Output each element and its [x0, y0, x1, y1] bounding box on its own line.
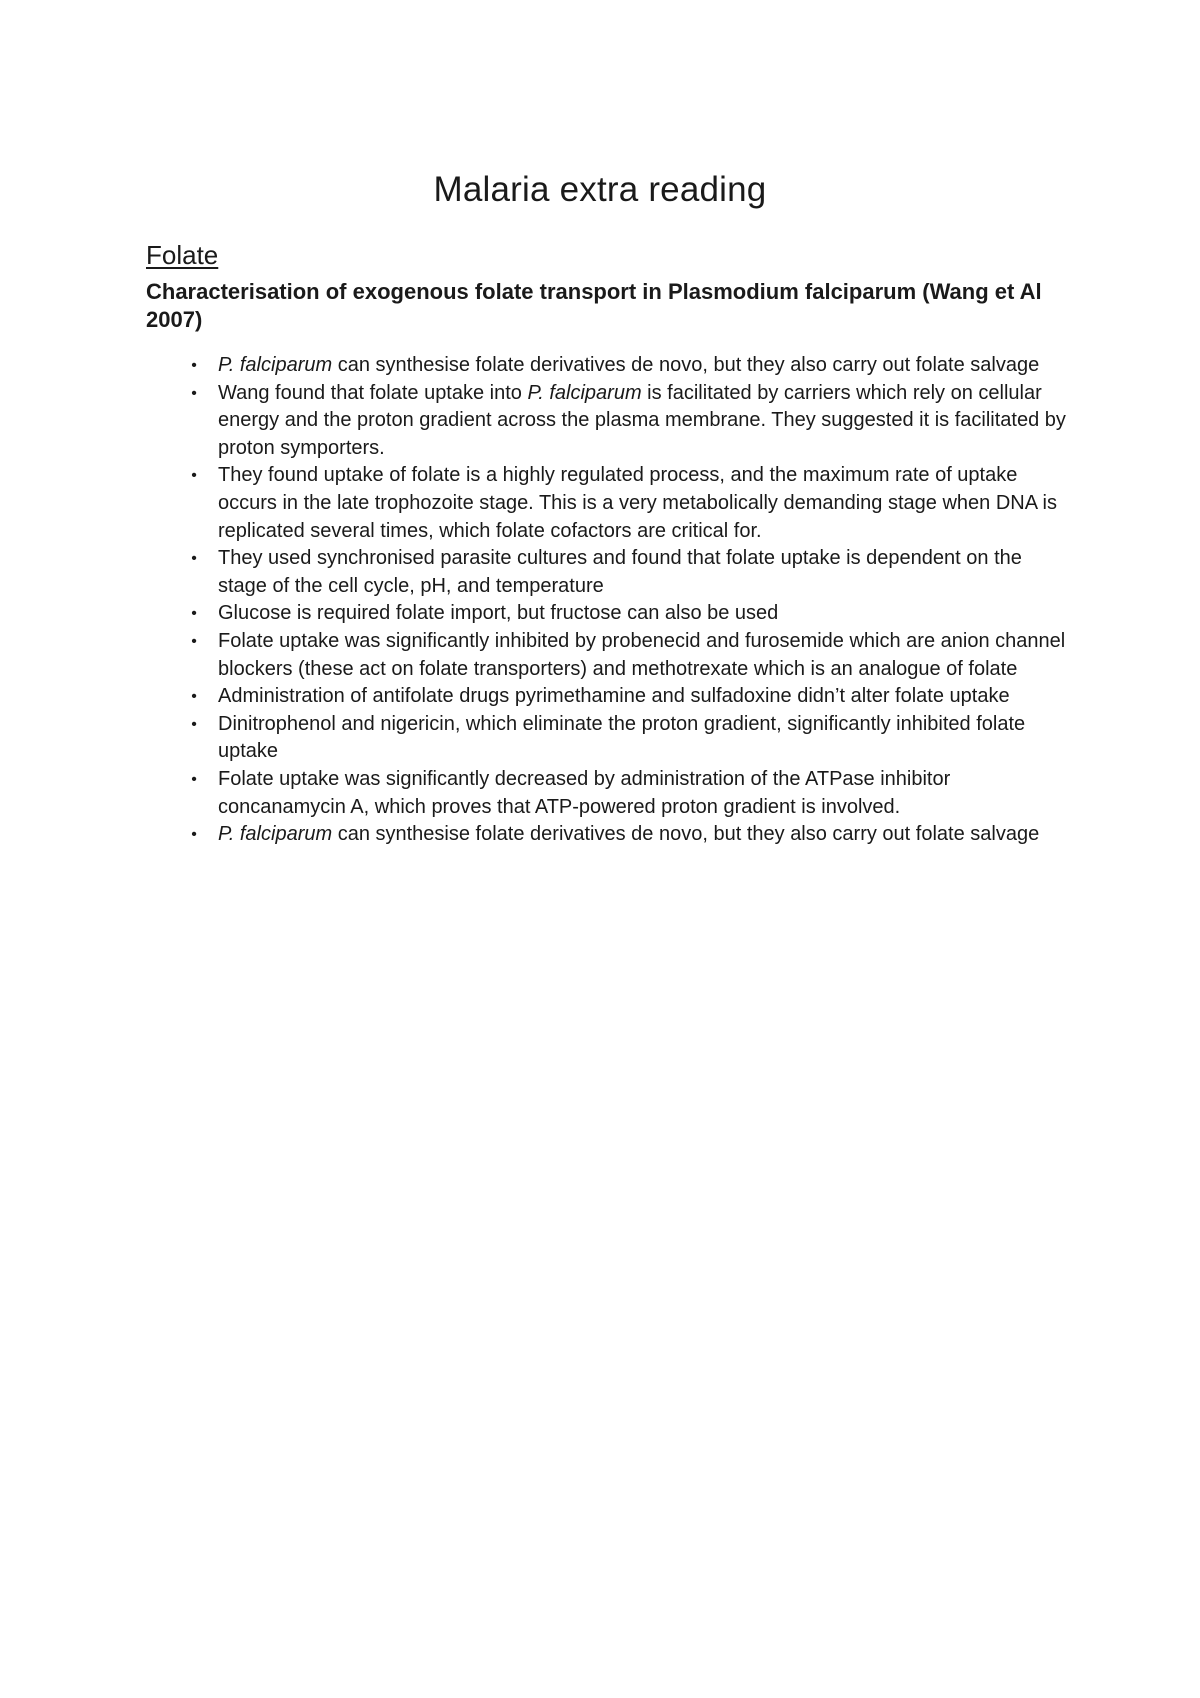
- bullet-text: Glucose is required folate import, but fructose can also be used: [218, 602, 779, 625]
- bullet-text: They used synchronised parasite cultures and found that folate uptake is dependent on the stage of the cell cycle, pH, and temperature: [218, 547, 1022, 597]
- article-title: Characterisation of exogenous folate transport in Plasmodium falciparum (Wang et Al 2007): [146, 279, 1042, 332]
- bullet-icon: •: [191, 688, 197, 706]
- bullet-item: [146, 600, 1076, 628]
- bullet-icon: •: [191, 384, 197, 402]
- bullet-item: [146, 683, 1076, 711]
- document-title: Malaria extra reading: [433, 170, 767, 209]
- bullet-text: Folate uptake was significantly inhibited by probenecid and furosemide which are anion channel blockers (these act on folate transporters) and methotrexate which is an analogue of folate: [218, 629, 1066, 680]
- bullet-icon: •: [191, 605, 197, 623]
- bullet-icon: •: [191, 770, 197, 788]
- bullet-item: [146, 711, 1076, 766]
- bullet-list: [146, 352, 1076, 849]
- section-heading-folate: Folate: [146, 240, 219, 270]
- bullet-icon: •: [191, 826, 197, 844]
- bullet-icon: •: [191, 467, 197, 485]
- bullet-text: is facilitated by carriers which rely on cellular energy and the proton gradient across the plasma membrane. They suggested it is facilitated by proton symporters.: [218, 381, 1066, 459]
- bullet-text: They found uptake of folate is a highly regulated process, and the maximum rate of uptake occurs in the late trophozoite stage. This is a very metabolically demanding stage when DNA is replicated several times, which folate cofactors are critical for.: [218, 464, 1057, 542]
- bullet-item: [146, 462, 1076, 545]
- bullet-text: Folate uptake was significantly decreased by administration of the ATPase inhibitor concanamycin A, which proves that ATP-powered proton gradient is involved.: [218, 767, 951, 818]
- bullet-item: [146, 821, 1076, 849]
- bullet-item: [146, 380, 1076, 463]
- bullet-item: [146, 352, 1076, 380]
- bullet-text: Administration of antifolate drugs pyrimethamine and sulfadoxine didn’t alter folate uptake: [218, 685, 1010, 708]
- bullet-item: [146, 628, 1076, 683]
- bullet-text: can synthesise folate derivatives de novo, but they also carry out folate salvage: [332, 823, 1040, 846]
- bullet-text: Dinitrophenol and nigericin, which eliminate the proton gradient, significantly inhibited folate uptake: [218, 712, 1026, 763]
- bullet-icon: •: [191, 357, 197, 374]
- species-name: P. falciparum: [218, 823, 333, 846]
- bullet-icon: •: [191, 550, 197, 568]
- bullet-icon: •: [191, 632, 197, 650]
- bullet-icon: •: [191, 715, 197, 733]
- species-name: P. falciparum: [218, 354, 333, 376]
- bullet-item: [146, 545, 1076, 600]
- bullet-text-pre: Wang found that folate uptake into: [218, 381, 528, 404]
- bullet-text: can synthesise folate derivatives de novo, but they also carry out folate salvage: [332, 354, 1040, 376]
- species-name: P. falciparum: [527, 381, 642, 404]
- bullet-item: [146, 766, 1076, 821]
